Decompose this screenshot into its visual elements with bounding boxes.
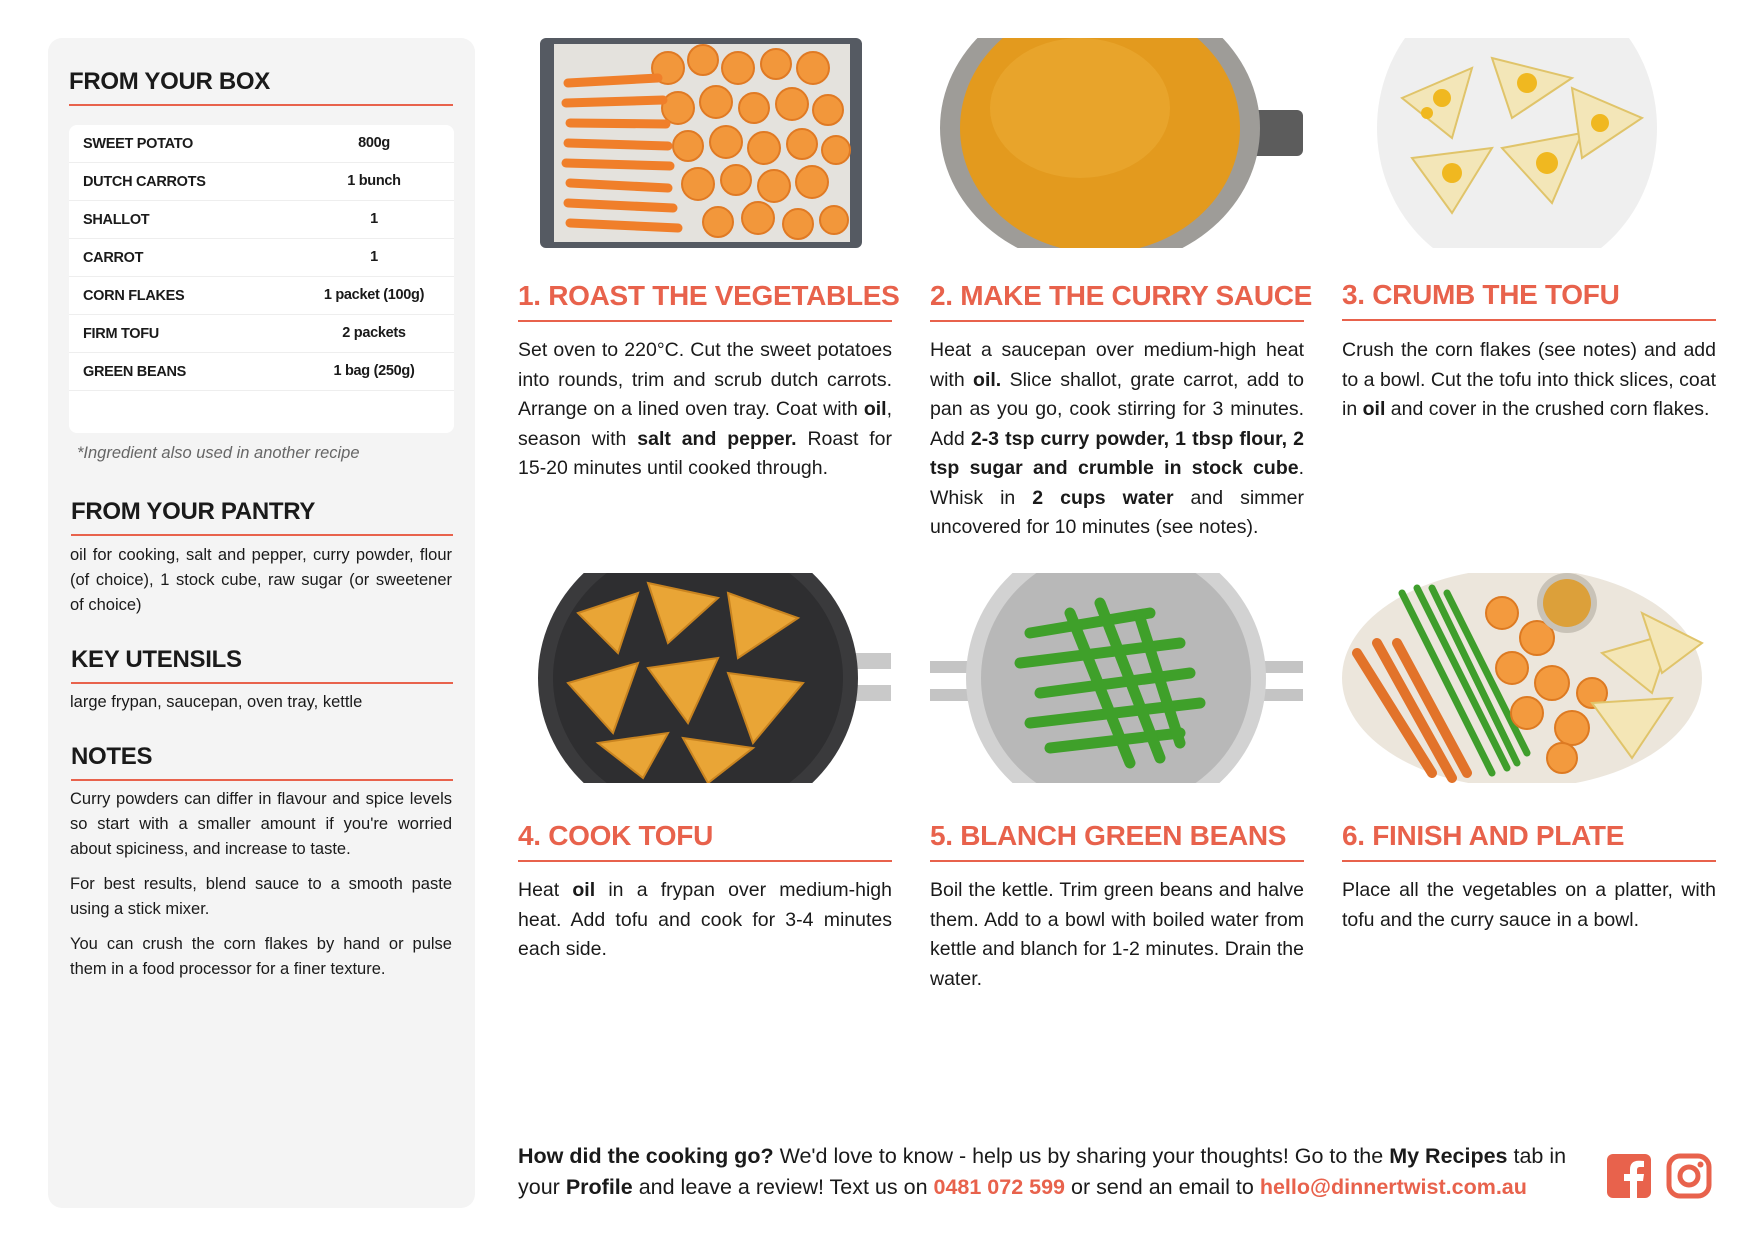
from-your-box-title: FROM YOUR BOX <box>69 68 453 106</box>
finish-plate-photo <box>1342 573 1715 783</box>
ingredient-name: CARROT <box>83 250 144 266</box>
cook-tofu-photo <box>518 573 891 783</box>
feedback-text: and leave a review! Text us on <box>632 1175 934 1199</box>
key-utensils-title: KEY UTENSILS <box>71 646 453 684</box>
step-text-segment: and cover in the crushed corn flakes. <box>1385 398 1710 420</box>
ingredient-name: SHALLOT <box>83 212 150 228</box>
step-text-bold: oil <box>863 398 887 420</box>
step-3-text <box>1342 336 1716 425</box>
step-text-segment: , season with <box>518 398 892 450</box>
ingredient-qty: 1 packet (100g) <box>323 287 425 303</box>
ingredient-row <box>69 125 454 163</box>
step-6-title: 6. FINISH AND PLATE <box>1342 820 1716 862</box>
feedback-message <box>518 1141 1578 1203</box>
step-text-segment: Place all the vegetables on a platter, with tofu and the curry sauce in a bowl. <box>1342 879 1716 931</box>
step-text-segment: Crush the corn flakes (see notes) and add to a bowl. Cut the tofu into thick slices, coat in <box>1342 339 1716 420</box>
ingredient-qty: 800g <box>358 135 390 151</box>
step-text-bold: oil <box>1362 398 1386 420</box>
step-4-title: 4. COOK TOFU <box>518 820 892 862</box>
instagram-icon[interactable] <box>1666 1153 1712 1199</box>
feedback-text: We'd love to know - help us by sharing your thoughts! Go to the <box>773 1144 1390 1168</box>
utensils-text: large frypan, saucepan, oven tray, kettle <box>70 693 363 711</box>
step-1-text <box>518 336 892 484</box>
crumb-tofu-photo <box>1342 38 1715 248</box>
ingredient-qty: 1 bag (250g) <box>333 363 415 379</box>
pantry-text: oil for cooking, salt and pepper, curry powder, flour (of choice), 1 stock cube, raw sugar (or sweetener of choice) <box>70 546 452 614</box>
ingredients-sidebar <box>48 38 475 1208</box>
step-text-bold: oil <box>572 879 596 901</box>
ingredient-qty: 2 packets <box>342 325 406 341</box>
step-text-bold: 2-3 tsp curry powder, 1 tbsp flour, 2 tsp sugar and crumble in stock cube <box>930 427 1304 479</box>
feedback-text: tab in your <box>518 1144 1567 1199</box>
step-text-segment: Heat a saucepan over medium-high heat with <box>930 339 1304 391</box>
ingredient-name: SWEET POTATO <box>83 136 193 152</box>
step-4-text <box>518 876 892 965</box>
my-recipes-link[interactable]: My Recipes <box>1389 1144 1508 1168</box>
note-paragraph: For best results, blend sauce to a smooth paste using a stick mixer. <box>70 875 452 918</box>
facebook-icon[interactable] <box>1606 1153 1652 1199</box>
ingredient-row <box>69 201 454 239</box>
step-text-bold: oil. <box>973 368 1002 391</box>
ingredient-name: DUTCH CARROTS <box>83 174 206 190</box>
step-5-title: 5. BLANCH GREEN BEANS <box>930 820 1304 862</box>
step-3-title: 3. CRUMB THE TOFU <box>1342 279 1716 321</box>
ingredient-row <box>69 163 454 201</box>
step-2-text <box>930 336 1304 543</box>
ingredient-footnote: *Ingredient also used in another recipe <box>77 444 360 462</box>
feedback-question: How did the cooking go? <box>518 1144 774 1168</box>
green-beans-photo <box>930 573 1303 783</box>
note-paragraph: Curry powders can differ in flavour and spice levels so start with a smaller amount if you're worried about spiciness, and increase to taste. <box>70 790 452 858</box>
step-2-title: 2. MAKE THE CURRY SAUCE <box>930 280 1304 322</box>
ingredient-name: CORN FLAKES <box>83 288 185 304</box>
step-text-segment: Boil the kettle. Trim green beans and halve them. Add to a bowl with boiled water from kettle and blanch for 1-2 minutes. Drain the water. <box>930 879 1304 990</box>
ingredient-row <box>69 353 454 391</box>
step-1-title: 1. ROAST THE VEGETABLES <box>518 280 892 322</box>
step-text-segment: and simmer uncovered for 10 minutes (see notes). <box>930 486 1304 538</box>
note-paragraph: You can crush the corn flakes by hand or pulse them in a food processor for a finer texture. <box>70 935 452 978</box>
step-text-segment: in a frypan over medium-high heat. Add tofu and cook for 3-4 minutes each side. <box>518 879 892 960</box>
ingredient-name: FIRM TOFU <box>83 326 159 342</box>
step-text-segment: Set oven to 220°C. Cut the sweet potatoes into rounds, trim and scrub dutch carrots. Arrange on a lined oven tray. Coat with <box>518 339 892 420</box>
ingredient-row <box>69 315 454 353</box>
step-text-bold: 2 cups water <box>1032 486 1174 509</box>
ingredient-row <box>69 239 454 277</box>
step-5-text <box>930 876 1304 994</box>
step-text-segment: Slice shallot, grate carrot, add to pan as you go, cook stirring for 3 minutes. Add <box>930 368 1304 450</box>
ingredient-qty: 1 <box>370 211 378 227</box>
roast-vegetables-photo <box>518 38 891 248</box>
ingredient-name: GREEN BEANS <box>83 364 187 380</box>
ingredient-qty: 1 <box>370 249 378 265</box>
step-text-segment: . Whisk in <box>930 457 1304 509</box>
ingredient-row <box>69 277 454 315</box>
notes-title: NOTES <box>71 743 453 781</box>
from-your-pantry-title: FROM YOUR PANTRY <box>71 498 453 536</box>
step-text-segment: Roast for 15-20 minutes until cooked through. <box>518 427 892 479</box>
email-link[interactable]: hello@dinnertwist.com.au <box>1259 1175 1527 1199</box>
ingredient-qty: 1 bunch <box>347 173 401 189</box>
step-text-bold: salt and pepper. <box>637 427 797 450</box>
ingredients-table <box>69 125 454 433</box>
profile-link[interactable]: Profile <box>565 1175 633 1199</box>
feedback-text: or send an email to <box>1065 1175 1260 1199</box>
phone-link[interactable]: 0481 072 599 <box>933 1175 1066 1199</box>
curry-sauce-photo <box>930 38 1303 248</box>
step-text-segment: Heat <box>518 879 573 901</box>
step-6-text <box>1342 876 1716 935</box>
